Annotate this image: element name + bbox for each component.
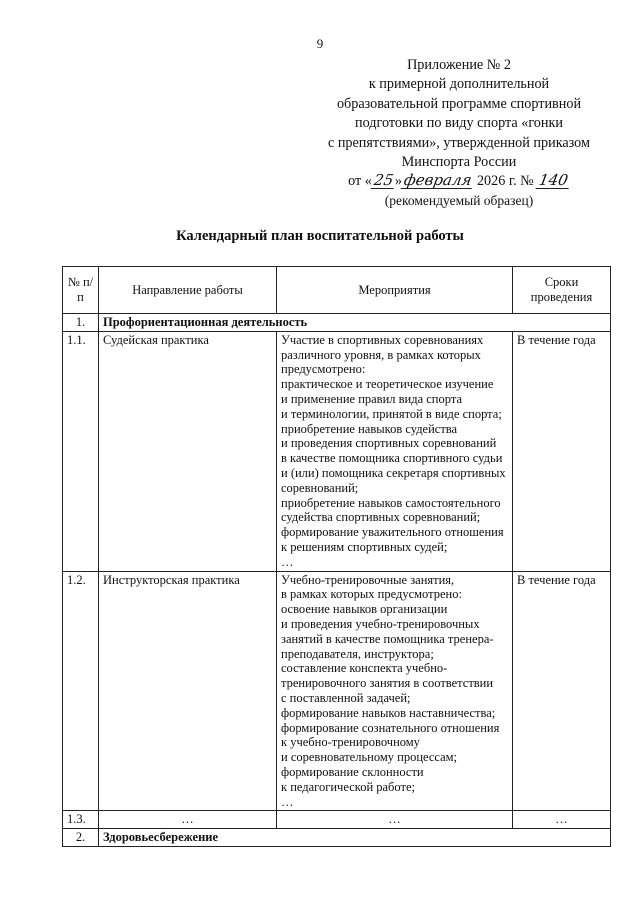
row-timing: В течение года — [513, 571, 611, 811]
activity-line: освоение навыков организации — [281, 602, 448, 617]
activity-line: к учебно-тренировочному — [281, 735, 420, 750]
section-label: Здоровьесбережение — [99, 829, 611, 847]
date-prefix: от « — [348, 173, 372, 190]
handwritten-month: февраля — [402, 171, 474, 190]
row-activities: … — [277, 811, 513, 829]
activity-line: и соревновательному процессам; — [281, 750, 458, 765]
activity-line: формирование уважительного отношения — [281, 525, 504, 540]
activity-line: формирование сознательного отношения — [281, 720, 500, 735]
activity-line: приобретение навыков самостоятельного — [281, 495, 501, 510]
activity-line: Учебно-тренировочные занятия, — [281, 572, 455, 587]
header-number: № п/п — [63, 267, 99, 314]
activity-line: … — [281, 794, 294, 809]
table-row — [63, 571, 611, 811]
activity-line: различного уровня, в рамках которых — [281, 347, 481, 362]
section-label: Профориентационная деятельность — [99, 314, 611, 332]
appendix-block — [300, 56, 618, 192]
date-mid: » — [394, 173, 403, 190]
activity-line: предусмотрено: — [281, 362, 366, 377]
appendix-line: Минспорта России — [401, 154, 517, 171]
section-number: 1. — [63, 314, 99, 332]
row-direction: Судейская практика — [99, 331, 277, 571]
row-activities — [277, 571, 513, 811]
activity-line: Участие в спортивных соревнованиях — [281, 332, 484, 347]
appendix-line: с препятствиями», утвержденной приказом — [327, 134, 590, 151]
row-activities — [277, 331, 513, 571]
table-row — [63, 331, 611, 571]
section-row — [63, 829, 611, 847]
table-row — [63, 811, 611, 829]
table-header-row — [63, 267, 611, 314]
activity-line: формирование навыков наставничества; — [281, 705, 496, 720]
header-activities: Мероприятия — [277, 267, 513, 314]
activity-line: к педагогической работе; — [281, 779, 415, 794]
activity-line: и проведения спортивных соревнований — [281, 436, 497, 451]
activity-line: практическое и теоретическое изучение — [281, 377, 494, 392]
row-timing: В течение года — [513, 331, 611, 571]
activity-line: преподавателя, инструктора; — [281, 646, 434, 661]
activity-line: и применение правил вида спорта — [281, 391, 462, 406]
row-direction: Инструкторская практика — [99, 571, 277, 811]
row-number: 1.3. — [63, 811, 99, 829]
activity-line: приобретение навыков судейства — [281, 421, 458, 436]
row-number: 1.2. — [63, 571, 99, 811]
activity-line: и (или) помощника секретаря спортивных — [281, 465, 506, 480]
appendix-line: Приложение № 2 — [407, 57, 511, 73]
order-date-line — [300, 172, 618, 191]
recommended-sample-note: (рекомендуемый образец) — [384, 193, 534, 208]
activity-line: составление конспекта учебно- — [281, 661, 448, 676]
page-number: 9 — [316, 36, 324, 51]
activity-line: к решениям спортивных судей; — [281, 539, 448, 554]
header-direction: Направление работы — [99, 267, 277, 314]
document-title: Календарный план воспитательной работы — [176, 228, 464, 244]
activity-line: в рамках которых предусмотрено: — [281, 587, 462, 602]
activity-line: занятий в качестве помощника тренера- — [281, 631, 494, 646]
appendix-line: к примерной дополнительной — [368, 76, 550, 93]
date-year: 2026 г. № — [476, 173, 534, 190]
section-number: 2. — [63, 829, 99, 847]
calendar-plan-table — [62, 266, 611, 847]
activity-line: и проведения учебно-тренировочных — [281, 616, 480, 631]
activity-line: с поставленной задачей; — [281, 690, 411, 705]
appendix-line: подготовки по виду спорта «гонки — [355, 115, 563, 132]
activity-line: формирование склонности — [281, 764, 424, 779]
handwritten-order-number: 140 — [537, 171, 570, 190]
activity-line: соревнований; — [281, 480, 359, 495]
row-direction: … — [99, 811, 277, 829]
activity-line: … — [281, 554, 294, 569]
row-timing: … — [513, 811, 611, 829]
row-number: 1.1. — [63, 331, 99, 571]
activity-line: тренировочного занятия в соответствии — [281, 676, 494, 691]
activity-line: и терминологии, принятой в виде спорта; — [281, 406, 502, 421]
section-row — [63, 314, 611, 332]
header-timing: Сроки проведения — [513, 267, 611, 314]
appendix-line: образовательной программе спортивной — [336, 95, 582, 112]
activity-line: судейства спортивных соревнований; — [281, 510, 481, 525]
activity-line: в качестве помощника спортивного судьи — [281, 451, 503, 466]
handwritten-day: 25 — [372, 171, 395, 190]
